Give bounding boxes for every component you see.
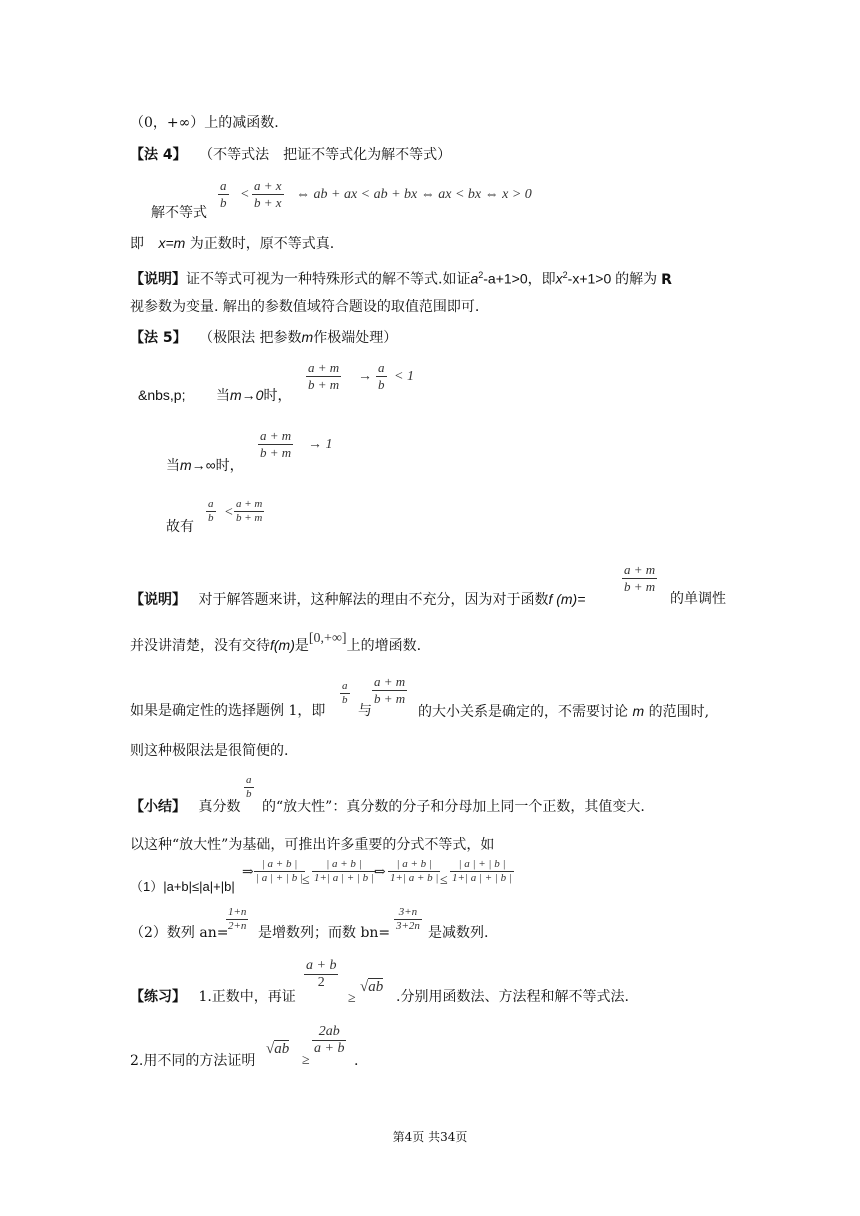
when-m-to-zero: 当m→0时，: [216, 387, 292, 404]
fraction-apb-over-2: $\frac{a + b}{2}$: [306, 958, 337, 990]
note-2-line-1: 【说明】 对于解答题来讲，这种解法的理由不充分，因为对于函数f (m)=: [130, 591, 586, 608]
item-2-line: （2）数列 an=: [130, 925, 229, 941]
method-5-heading: 【法 5】 （极限法 把参数m作极端处理）: [130, 329, 398, 346]
exercise-line-1-rest: .分别用函数法、方法程和解不等式法.: [396, 989, 629, 1005]
solve-label: 解不等式: [151, 205, 207, 221]
choice-line-1: 如果是确定性的选择题例 1，即: [130, 703, 326, 719]
method-4-desc: （不等式法 把证不等式化为解不等式）: [199, 147, 452, 163]
sqrt-ab-2: √ab: [266, 1041, 290, 1057]
fraction-apm-over-bpm-1: $\frac{a + m}{b + m}$: [308, 360, 340, 392]
nbsp-artifact-text: &nbs,p;: [138, 387, 186, 403]
solve-inequality-chain: ⇔ ab + ax < ab + bx ⇔ ax < bx ⇔ x > 0: [296, 187, 532, 202]
fraction-a-over-b-4: $\frac{a}{b}$: [342, 680, 348, 706]
choice-line-2: 则这种极限法是很简便的.: [130, 743, 289, 759]
geq-1: ≥: [348, 991, 356, 1006]
conclusion-line: 即 x=m 为正数时，原不等式真.: [130, 235, 335, 252]
fraction-an: $\frac{1+n}{2+n}$: [228, 906, 247, 932]
text-line-1: （0，+∞）上的减函数.: [130, 115, 279, 131]
fraction-a-over-b-3: $\frac{a}{b}$: [208, 498, 214, 524]
item-2-end: 是减数列.: [428, 925, 489, 941]
note-1-line-2: 视参数为变量. 解出的参数值域符合题设的取值范围即可.: [130, 299, 480, 315]
less-than-one: < 1: [394, 369, 414, 384]
arrow-1: →: [358, 369, 372, 384]
fraction-a-over-b-2: $\frac{a}{b}$: [378, 360, 385, 392]
fraction-abs-3: $\frac{| a + b |}{1+| a + b |}$: [390, 858, 439, 884]
exercise-2-prefix: 2.用不同的方法证明: [130, 1053, 256, 1069]
item-1-abs-inequality: （1）|a+b|≤|a|+|b|: [130, 879, 235, 894]
fraction-apm-over-bpm-3: $\frac{a + m}{b + m}$: [236, 498, 263, 524]
fraction-apm-over-bpm-4: $\frac{a + m}{b + m}$: [374, 674, 406, 706]
exercise-2-end: .: [354, 1053, 359, 1069]
fraction-abs-2: $\frac{| a + b |}{1+| a | + | b |}$: [314, 858, 374, 884]
fraction-abs-1: $\frac{| a + b |}{| a | + | b |}$: [256, 858, 304, 884]
fraction-apx-over-bpx: $\frac{a + x}{b + x}$: [254, 178, 282, 210]
note-2-line-2: 并没讲清楚，没有交待f(m)是[0,+∞]上的增函数.: [130, 631, 422, 654]
method-4-heading: [130, 146, 451, 164]
fraction-bn: $\frac{3+n}{3+2n}$: [396, 906, 420, 932]
less-than: <: [240, 187, 250, 202]
note-1-line-1: 【说明】证不等式可视为一种特殊形式的解不等式.如证$a^2-a+1>0$，即$x^2-x+1>0$ 的解为 R: [130, 270, 672, 288]
fraction-f-m: $\frac{a + m}{b + m}$: [624, 562, 656, 594]
basis-line: 以这种“放大性”为基础，可推出许多重要的分式不等式，如: [130, 837, 495, 853]
less-than-3: <: [224, 505, 234, 520]
arrow-to-one: → 1: [308, 437, 333, 452]
choice-and: 与: [358, 703, 372, 719]
geq-2: ≥: [302, 1053, 310, 1068]
item-2-middle: 是增数列；而数 bn=: [258, 925, 391, 941]
fraction-apm-over-bpm-2: $\frac{a + m}{b + m}$: [260, 428, 292, 460]
fraction-2ab-over-apb: $\frac{2ab}{a + b}$: [314, 1024, 345, 1056]
choice-line-1-rest: 的大小关系是确定的，不需要讨论 m 的范围时,: [418, 703, 710, 720]
therefore-label: 故有: [166, 519, 194, 535]
method-4-label: 【法 4】: [130, 147, 187, 163]
summary-line: 【小结】 真分数: [130, 799, 241, 815]
fraction-a-over-b-5: $\frac{a}{b}$: [246, 774, 252, 800]
note-2-suffix: 的单调性: [670, 591, 726, 607]
leq-2: ≤: [440, 873, 448, 888]
summary-rest: 的“放大性”：真分数的分子和分母加上同一个正数，其值变大.: [262, 799, 645, 815]
fraction-abs-4: $\frac{| a | + | b |}{1+| a | + | b |}$: [452, 858, 512, 884]
when-m-to-infinity: 当m→∞时，: [166, 457, 244, 474]
fraction-a-over-b: $\frac{a}{b}$: [220, 178, 227, 210]
exercise-line-1: 【练习】 1.正数中，再证: [130, 989, 296, 1005]
sqrt-ab-1: √ab: [360, 979, 384, 995]
page-footer: 第4页 共34页: [392, 1130, 468, 1144]
implies-2: ⇒: [374, 865, 386, 880]
implies-1: ⇒: [242, 865, 254, 880]
leq-1: ≤: [302, 873, 310, 888]
